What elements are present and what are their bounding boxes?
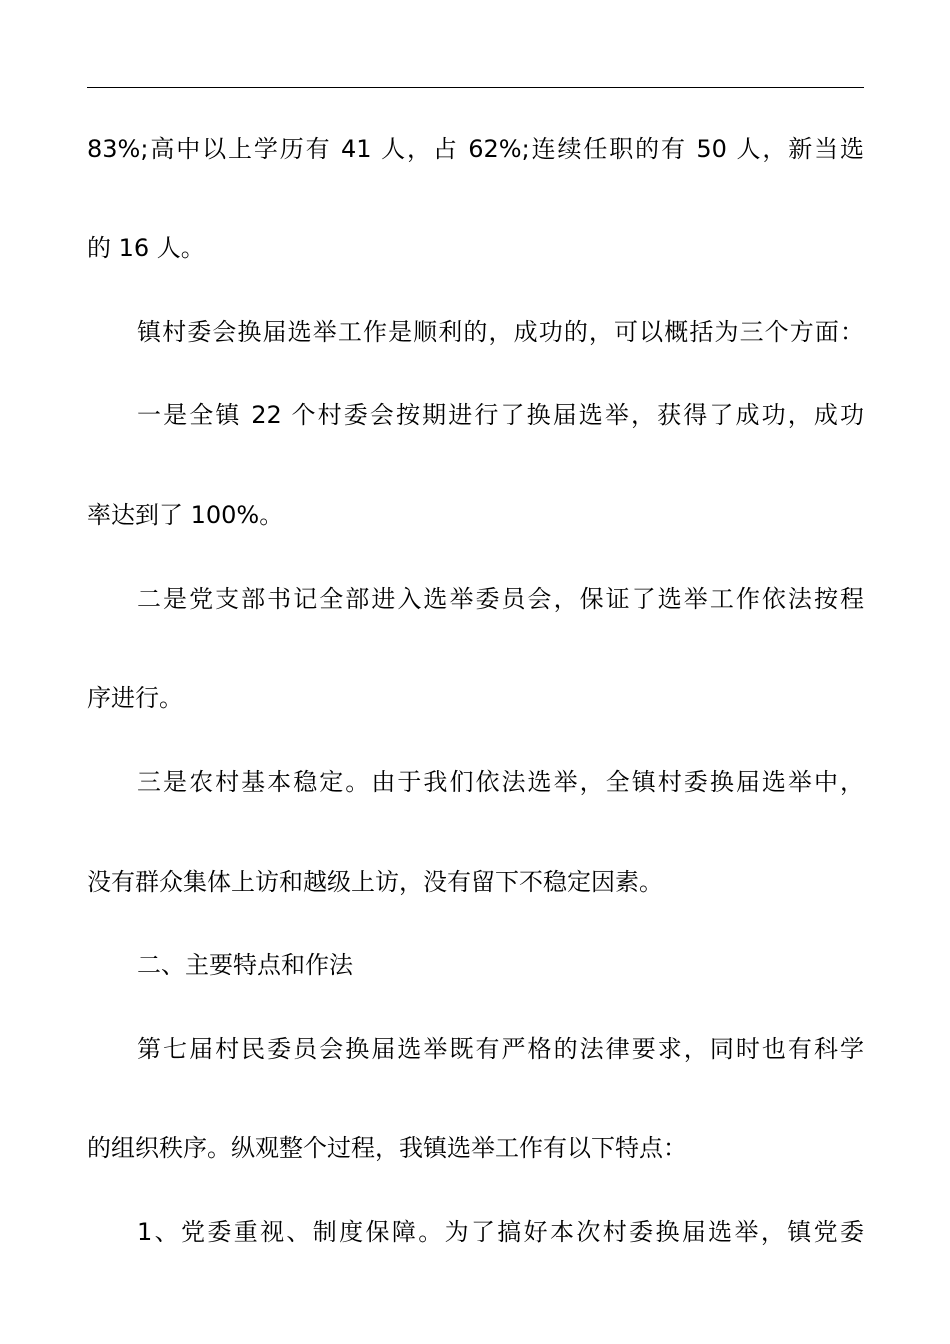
text-line: 序进行。	[87, 684, 183, 712]
text-line: 的组织秩序。纵观整个过程，我镇选举工作有以下特点：	[87, 1134, 687, 1162]
text-line: 83%;高中以上学历有 41 人，占 62%;连续任职的有 50 人，新当选	[87, 135, 864, 163]
text-line: 率达到了 100%。	[87, 501, 284, 529]
section-heading: 二、主要特点和作法	[137, 951, 353, 979]
text-line: 第七届村民委员会换届选举既有严格的法律要求，同时也有科学	[137, 1035, 864, 1063]
header-rule	[87, 87, 864, 88]
text-line: 一是全镇 22 个村委会按期进行了换届选举，获得了成功，成功	[137, 401, 864, 429]
text-line: 镇村委会换届选举工作是顺利的，成功的，可以概括为三个方面：	[137, 318, 864, 346]
text-line: 1、党委重视、制度保障。为了搞好本次村委换届选举，镇党委	[137, 1218, 864, 1246]
text-line: 的 16 人。	[87, 234, 205, 262]
text-line: 三是农村基本稳定。由于我们依法选举，全镇村委换届选举中，	[137, 768, 864, 796]
text-line: 没有群众集体上访和越级上访，没有留下不稳定因素。	[87, 868, 663, 896]
text-line: 二是党支部书记全部进入选举委员会，保证了选举工作依法按程	[137, 585, 864, 613]
